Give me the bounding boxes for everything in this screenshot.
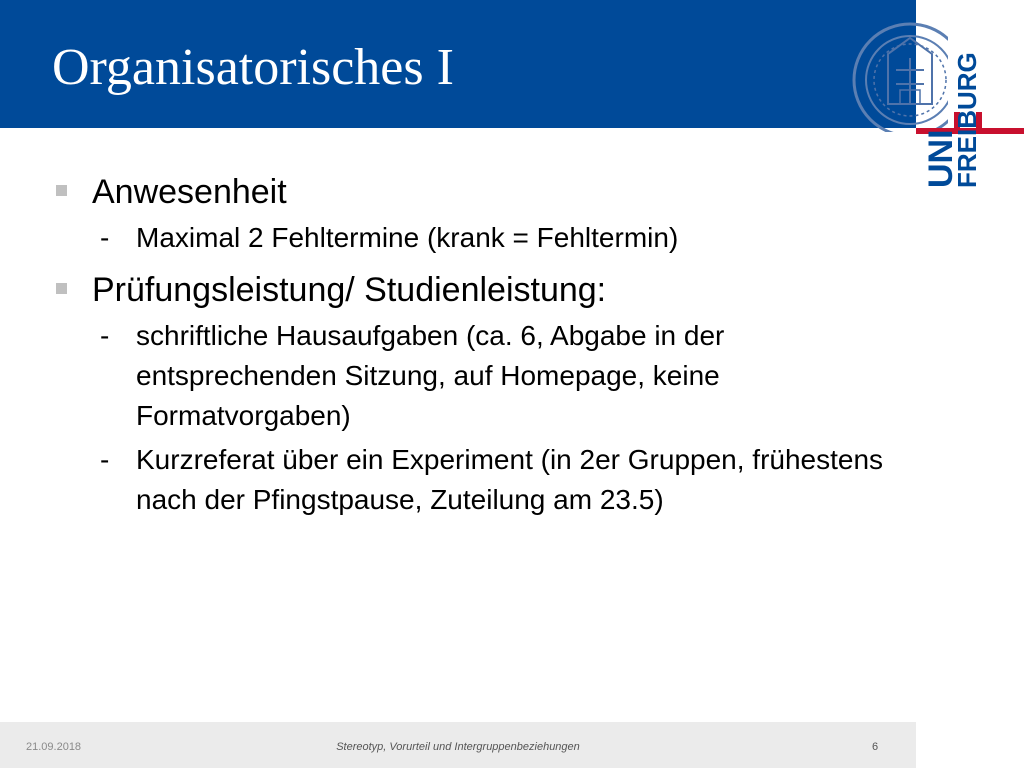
square-bullet-icon	[56, 283, 67, 294]
dash-bullet: -	[100, 444, 110, 475]
dash-bullet: -	[100, 222, 110, 253]
bullet-text: Prüfungsleistung/ Studienleistung:	[92, 271, 607, 309]
square-bullet-icon	[56, 185, 67, 196]
bullet-item	[56, 268, 896, 312]
sub-bullet-text: Kurzreferat über ein Experiment (in 2er Gruppen, frühestens nach der Pfingstpause, Zuteilung am 23.5)	[136, 444, 884, 515]
sub-bullet-text: schriftliche Hausaufgaben (ca. 6, Abgabe in der entsprechenden Sitzung, auf Homepage, keine Formatvorgaben)	[136, 320, 725, 431]
sub-bullet-item	[100, 316, 896, 436]
uni-freiburg-logo	[916, 0, 1024, 200]
footer-date: 21.09.2018	[26, 741, 82, 753]
slide-content	[56, 168, 896, 520]
bullet-item	[56, 170, 896, 214]
sub-bullet-item	[100, 218, 896, 258]
sub-bullet-item	[100, 440, 896, 520]
svg-text:UNI: UNI	[922, 129, 960, 188]
sub-bullet-text: Maximal 2 Fehltermine (krank = Fehltermin)	[136, 222, 679, 253]
footer-title: Stereotyp, Vorurteil und Intergruppenbeziehungen	[336, 741, 580, 753]
bullet-text: Anwesenheit	[92, 173, 287, 211]
page-number: 6	[872, 741, 879, 753]
dash-bullet: -	[100, 320, 110, 351]
header-bar	[0, 0, 916, 128]
svg-text:FREIBURG: FREIBURG	[952, 52, 982, 188]
slide-title: Organisatorisches I	[52, 39, 454, 96]
footer-bar	[0, 722, 916, 768]
